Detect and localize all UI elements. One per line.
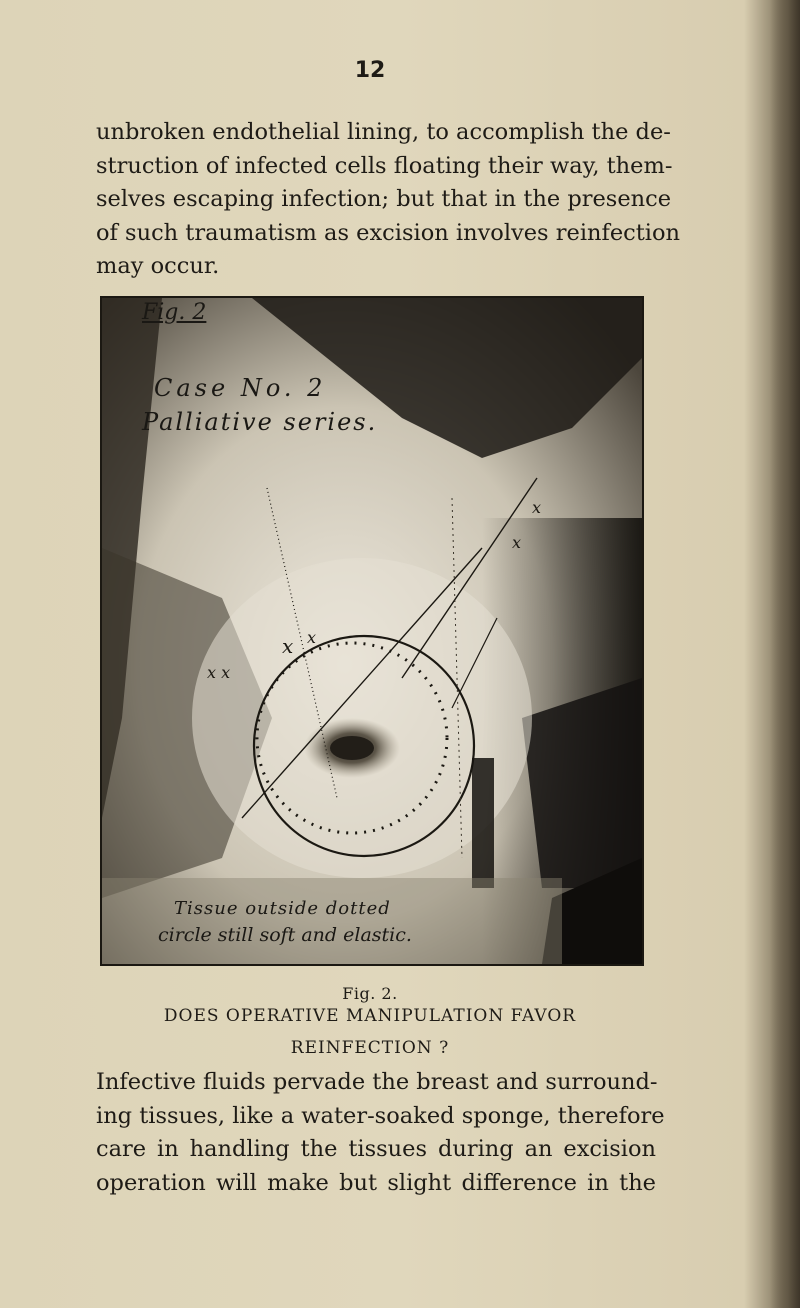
page-number: 12 (354, 58, 386, 83)
figure-label: Fig. 2. (342, 984, 398, 1003)
figure-caption: REINFECTION ? (290, 1038, 450, 1058)
text-line: care in handling the tissues during an excision (96, 1136, 656, 1162)
figure-photograph (100, 296, 644, 966)
text-line: of such traumatism as excision involves reinfection (96, 219, 681, 246)
figure-handwritten-note: circle still soft and elastic. (158, 924, 412, 946)
text-line: struction of infected cells floating their way, them- (96, 152, 673, 179)
svg-text:x: x (512, 533, 522, 552)
page-edge-shadow (770, 0, 800, 1308)
text-line: ing tissues, like a water-soaked sponge, therefore (96, 1102, 665, 1129)
figure-caption: DOES OPERATIVE MANIPULATION FAVOR (163, 1006, 577, 1026)
svg-text:x: x (307, 628, 317, 647)
figure-handwritten-number: Fig. 2 (142, 300, 207, 325)
figure-handwritten-title: Case No. 2 (154, 374, 327, 402)
text-line: unbroken endothelial lining, to accomplish the de- (96, 119, 671, 145)
text-line: may occur. (96, 253, 220, 279)
svg-text:x: x (532, 498, 542, 517)
text-line: selves escaping infection; but that in the presence (96, 186, 672, 212)
text-line: operation will make but slight difference in the (96, 1169, 656, 1196)
svg-text:x: x (282, 634, 294, 658)
figure-handwritten-subtitle: Palliative series. (142, 408, 378, 436)
svg-text:x x: x x (207, 663, 231, 682)
paragraph-top (96, 116, 681, 284)
paragraph-bottom (96, 1066, 665, 1200)
figure-handwritten-note: Tissue outside dotted (174, 898, 391, 919)
text-line: Infective fluids pervade the breast and surround- (96, 1069, 658, 1095)
